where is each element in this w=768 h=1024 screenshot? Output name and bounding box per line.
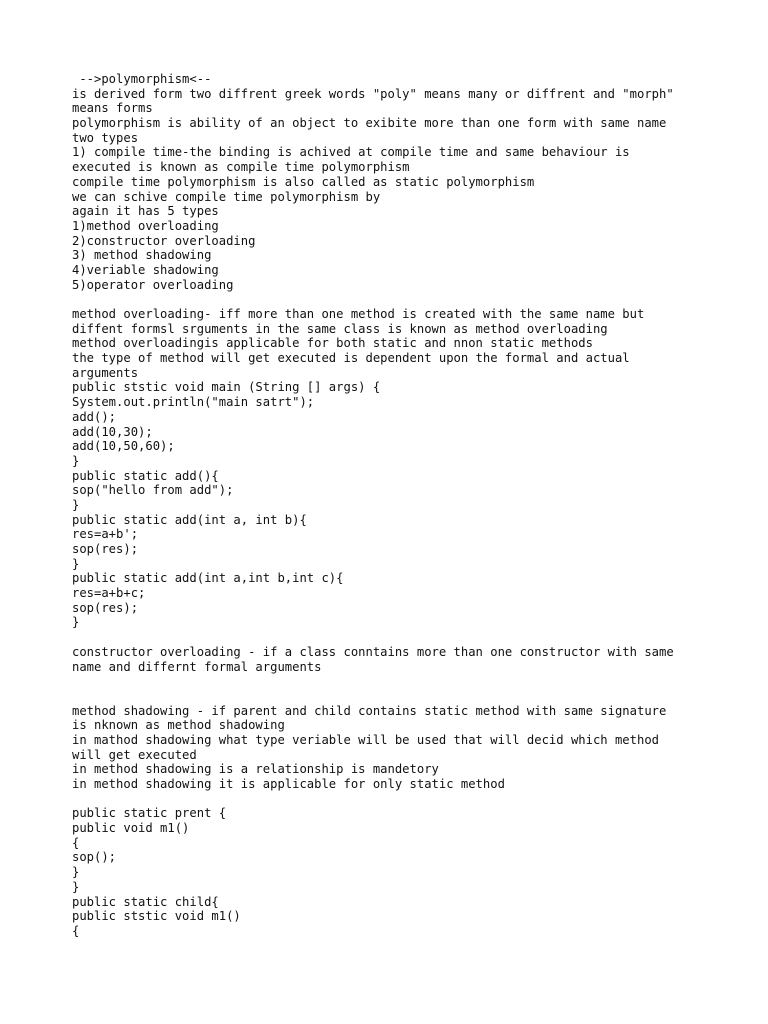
text-line: will get executed [72,747,197,762]
text-line: diffent formsl srguments in the same class is known as method overloading [72,321,608,336]
code-line: } [72,497,80,512]
text-line: method shadowing - if parent and child contains static method with same signature [72,703,667,718]
text-line: in method shadowing is a relationship is mandetory [72,762,439,777]
code-line: System.out.println("main satrt"); [72,395,315,410]
text-line: executed is known as compile time polymorphism [72,160,410,175]
blank-line [72,674,752,689]
code-line: public static add(int a,int b,int c){ [72,571,344,586]
blank-line [72,292,752,307]
text-line: again it has 5 types [72,204,219,219]
code-line: } [72,879,80,894]
code-line: } [72,556,80,571]
text-line: method overloadingis applicable for both static and nnon static methods [72,336,593,351]
text-line: is derived form two diffrent greek words "poly" means many or diffrent and "morph" [72,86,674,101]
blank-line [72,630,752,645]
code-line: add(10,30); [72,424,153,439]
code-line: public ststic void m1() [72,909,241,924]
text-line: in method shadowing it is applicable for only static method [72,777,505,791]
code-line: public static prent { [72,806,227,821]
text-line: the type of method will get executed is dependent upon the formal and actual [72,351,630,366]
code-line: } [72,453,80,468]
code-line: public static add(){ [72,468,219,483]
code-line: sop(res); [72,542,139,556]
code-line: sop(res); [72,600,139,615]
document-page [72,72,752,939]
code-line: sop(); [72,850,117,865]
code-line: } [72,615,80,630]
text-line: -->polymorphism<-- [72,72,212,86]
text-line: means forms [72,101,153,116]
code-line: sop("hello from add"); [72,483,234,498]
text-line: compile time polymorphism is also called as static polymorphism [72,174,535,189]
text-line: 1) compile time-the binding is achived at compile time and same behaviour is [72,145,630,160]
text-line: method overloading- iff more than one method is created with the same name but [72,307,645,321]
code-line: add(); [72,409,117,424]
text-line: 3) method shadowing [72,248,212,263]
code-line: public void m1() [72,821,190,836]
text-line: constructor overloading - if a class conntains more than one constructor with same [72,644,674,659]
code-line: res=a+b+c; [72,586,146,601]
text-line: 1)method overloading [72,218,219,233]
code-line: { [72,835,80,850]
text-line: 4)veriable shadowing [72,262,219,277]
blank-line [72,792,752,807]
code-line: add(10,50,60); [72,439,175,454]
code-line: public static add(int a, int b){ [72,512,307,527]
text-line: we can schive compile time polymorphism by [72,189,381,204]
text-line: in mathod shadowing what type veriable will be used that will decid which method [72,732,659,747]
text-line: 2)constructor overloading [72,233,256,248]
text-line: 5)operator overloading [72,277,234,292]
text-line: is nknown as method shadowing [72,718,285,733]
code-line: public ststic void main (String [] args) { [72,380,381,395]
blank-line [72,689,752,704]
text-line: two types [72,130,139,145]
text-line: arguments [72,365,139,380]
text-line: polymorphism is ability of an object to exibite more than one form with same name [72,116,667,131]
code-line: } [72,865,80,880]
code-line: public static child{ [72,894,219,909]
code-line: { [72,923,80,938]
text-line: name and differnt formal arguments [72,659,322,674]
code-line: res=a+b'; [72,527,139,542]
